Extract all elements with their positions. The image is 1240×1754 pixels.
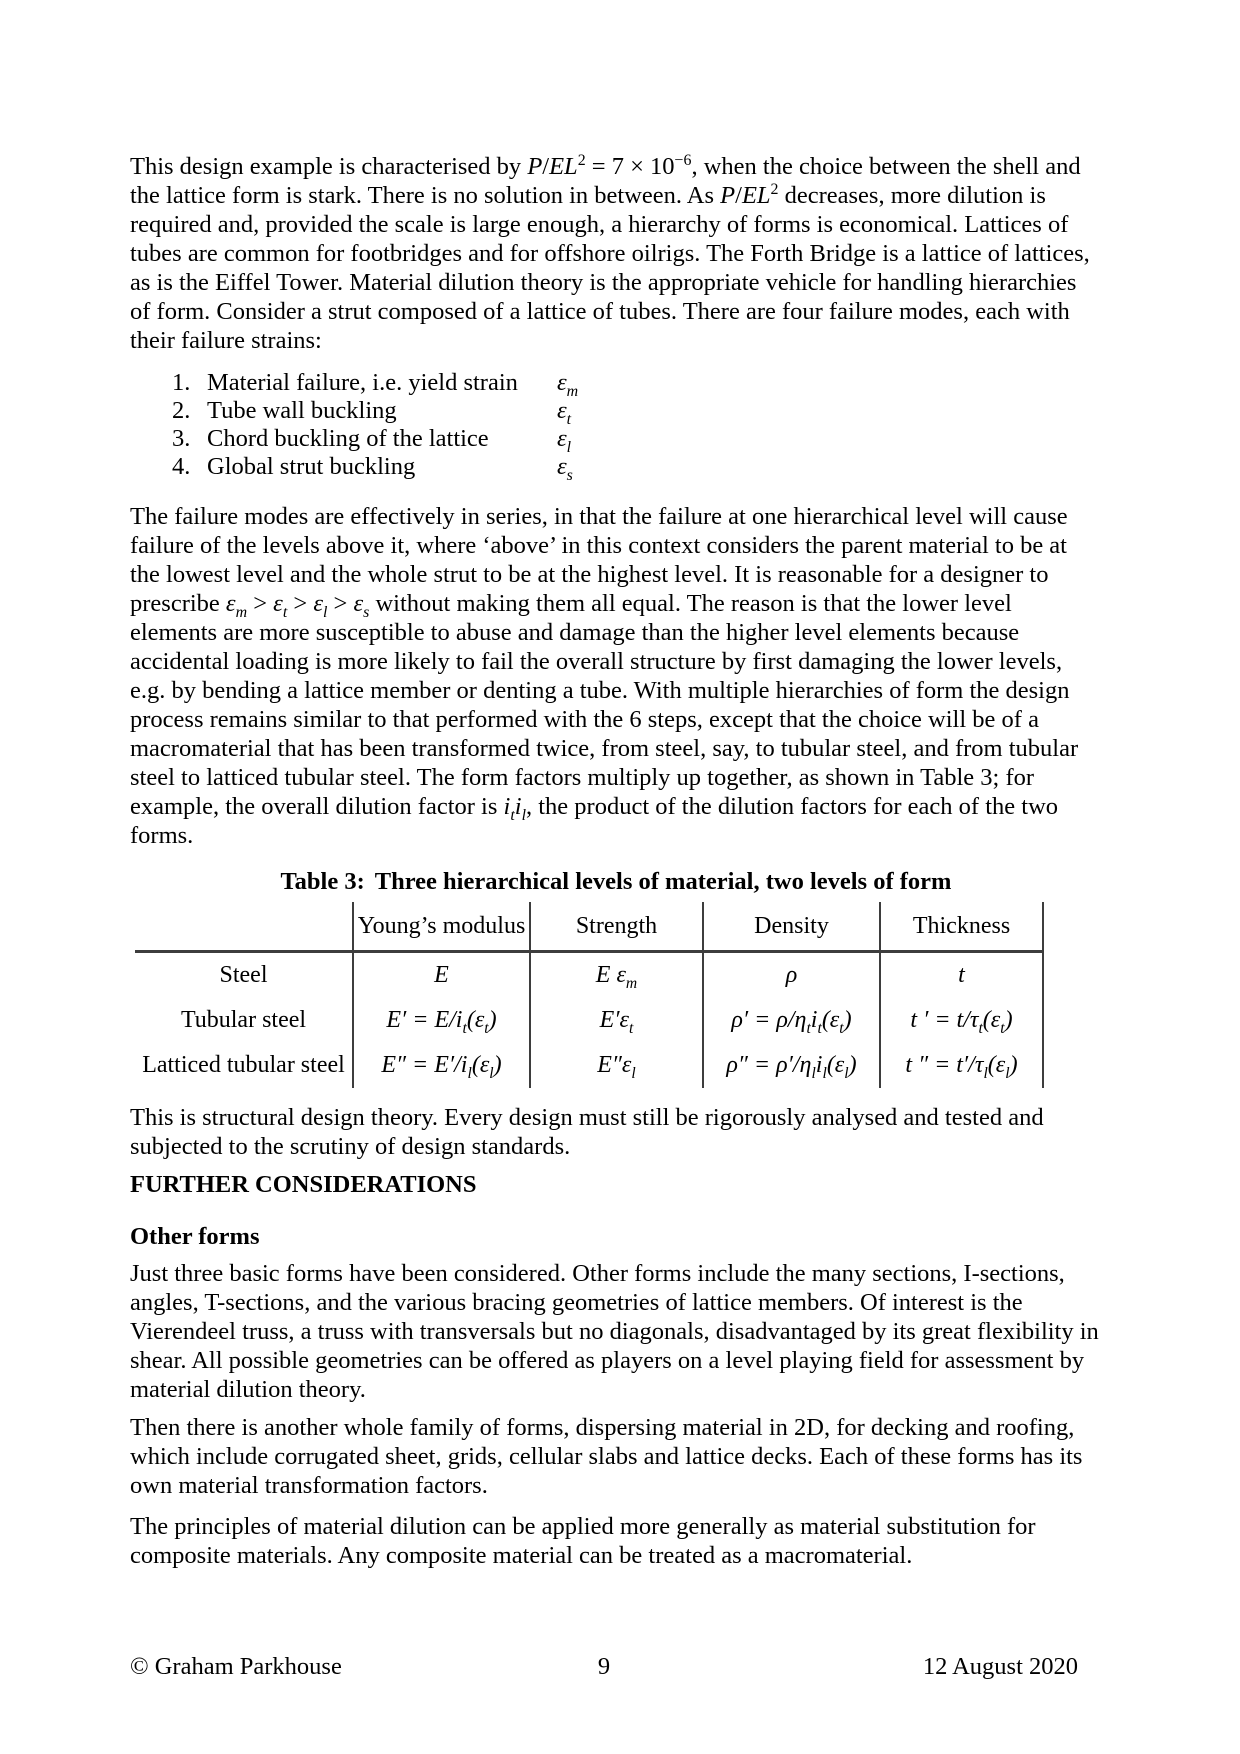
paragraph-failure-series: The failure modes are effectively in series, in that the failure at one hierarchical level will cause failure of the levels above it, where ‘above’ in this context considers the parent material to be at the lowest level and the whole strut to be at the highest level. It is reasonable for a designer to prescribe $\varepsilon_m > \varepsilon_t > \varepsilon_l > \varepsilon_s$ without making them all equal. The reason is that the lower level elements are more susceptible to abuse and damage than the higher level elements because accidental loading is more likely to fail the overall structure by first damaging the lower levels, e.g. by bending a lattice member or denting a tube. With multiple hierarchies of form the design process remains similar to that performed with the 6 steps, except that the choice will be of a macromaterial that has been transformed twice, from steel, say, to tubular steel, and from tubular steel to latticed tubular steel. The form factors multiply up together, as shown in Table 3; for example, the overall dilution factor is $i_ti_l$, the product of the dilution factors for each of the two forms. xyxy=(130,503,1079,849)
cell-youngs-modulus: $E' = E/i_t(\varepsilon_t)$ xyxy=(353,998,530,1043)
cell-strength: $E''\varepsilon_l$ xyxy=(530,1043,703,1088)
failure-mode-item xyxy=(130,397,1102,428)
failure-mode-item xyxy=(130,425,1102,456)
section-heading-further-considerations: FURTHER CONSIDERATIONS xyxy=(130,1171,477,1198)
paragraph-other-forms: Just three basic forms have been considered. Other forms include the many sections, I-sections, angles, T-sections, and the various bracing geometries of lattice members. Of interest is the Vierendeel truss, a truss with transversals but no diagonals, disadvantaged by its great flexibility in shear. All possible geometries can be offered as players on a level playing field for assessment by material dilution theory. xyxy=(130,1260,1099,1403)
paragraph-intro: This design example is characterised by $P/EL^2 = 7 \times 10^{-6}$, when the choice between the shell and the lattice form is stark. There is no solution in between. As $P/EL^2$ decreases, more dilution is required and, provided the scale is large enough, a hierarchy of forms is economical. Lattices of tubes are common for footbridges and for offshore oilrigs. The Forth Bridge is a lattice of lattices, as is the Eiffel Tower. Material dilution theory is the appropriate vehicle for handling hierarchies of form. Consider a strut composed of a lattice of tubes. There are four failure modes, each with their failure strains: xyxy=(130,151,1090,354)
cell-youngs-modulus: $E'' = E'/i_l(\varepsilon_l)$ xyxy=(353,1043,530,1088)
footer-date: 12 August 2020 xyxy=(922,1653,1078,1680)
cell-thickness: t xyxy=(880,952,1043,999)
column-header: Density xyxy=(703,902,880,952)
column-header xyxy=(135,902,353,952)
materials-table xyxy=(135,902,1044,1088)
column-header: Thickness xyxy=(880,902,1043,952)
item-number: 4. xyxy=(172,453,191,480)
item-number: 2. xyxy=(172,397,191,424)
failure-modes-list xyxy=(130,369,1102,484)
item-label: Global strut buckling xyxy=(207,453,416,480)
paragraph-principles: The principles of material dilution can be applied more generally as material substitution for composite materials. Any composite material can be treated as a macromaterial. xyxy=(130,1513,1036,1569)
table-row xyxy=(135,952,1043,999)
cell-density: $\rho'' = \rho'/\eta_li_l(\varepsilon_l)$ xyxy=(703,1043,880,1088)
cell-thickness: t ′ = $t/\tau_t(\varepsilon_t)$ xyxy=(880,998,1043,1043)
table-row xyxy=(135,998,1043,1043)
cell-thickness: t ″ = $t'/\tau_l(\varepsilon_l)$ xyxy=(880,1043,1043,1088)
table-row xyxy=(135,1043,1043,1088)
cell-strength: E $\varepsilon_m$ xyxy=(530,952,703,999)
table-caption-label: Table 3: xyxy=(280,868,365,895)
item-strain-symbol: $\varepsilon_m$ xyxy=(557,369,579,400)
footer xyxy=(130,1652,1078,1681)
failure-mode-item xyxy=(130,369,1102,400)
item-strain-symbol: $\varepsilon_l$ xyxy=(557,425,572,456)
item-number: 1. xyxy=(172,369,191,396)
table-caption xyxy=(130,867,1102,897)
table-header-row xyxy=(135,902,1043,952)
item-label: Tube wall buckling xyxy=(207,397,397,424)
column-header: Strength xyxy=(530,902,703,952)
row-label: Tubular steel xyxy=(135,998,353,1043)
item-label: Material failure, i.e. yield strain xyxy=(207,369,518,396)
cell-strength: $E'\varepsilon_t$ xyxy=(530,998,703,1043)
page-content xyxy=(130,152,1102,1570)
item-strain-symbol: $\varepsilon_t$ xyxy=(557,397,572,428)
table-body xyxy=(135,952,1043,1089)
table-wrapper xyxy=(130,902,1102,1088)
table-caption-text: Three hierarchical levels of material, two levels of form xyxy=(374,868,952,895)
cell-density: ρ xyxy=(703,952,880,999)
failure-mode-item xyxy=(130,453,1102,484)
column-header: Young’s modulus xyxy=(353,902,530,952)
paragraph-2d-forms: Then there is another whole family of forms, dispersing material in 2D, for decking and roofing, which include corrugated sheet, grids, cellular slabs and lattice decks. Each of these forms has its own material transformation factors. xyxy=(130,1414,1083,1499)
paragraph-theory: This is structural design theory. Every design must still be rigorously analysed and tested and subjected to the scrutiny of design standards. xyxy=(130,1104,1044,1160)
item-label: Chord buckling of the lattice xyxy=(207,425,489,452)
row-label: Steel xyxy=(135,952,353,999)
row-label: Latticed tubular steel xyxy=(135,1043,353,1088)
cell-youngs-modulus: E xyxy=(353,952,530,999)
footer-copyright: © Graham Parkhouse xyxy=(130,1653,342,1680)
item-number: 3. xyxy=(172,425,191,452)
cell-density: $\rho' = \rho/\eta_ti_t(\varepsilon_t)$ xyxy=(703,998,880,1043)
subsection-heading-other-forms: Other forms xyxy=(130,1223,260,1250)
footer-page-number: 9 xyxy=(597,1653,611,1680)
table-header xyxy=(135,902,1043,952)
item-strain-symbol: $\varepsilon_s$ xyxy=(557,453,573,484)
